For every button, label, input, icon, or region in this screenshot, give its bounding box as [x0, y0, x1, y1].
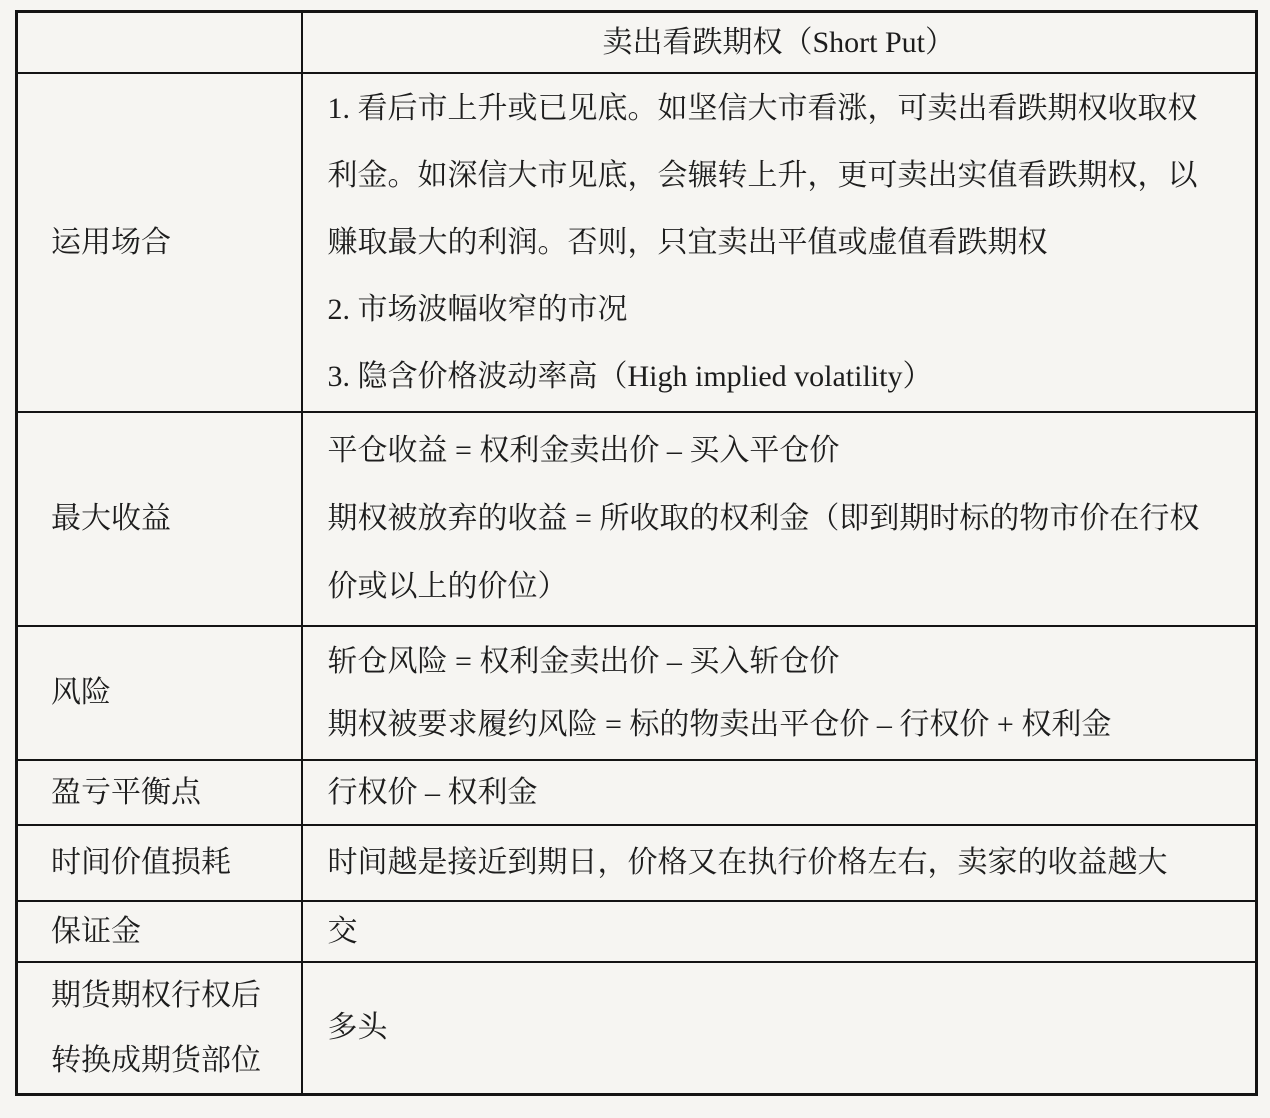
row-content — [302, 73, 1257, 412]
row-content — [302, 825, 1257, 901]
content-line: 1. 看后市上升或已见底。如坚信大市看涨，可卖出看跌期权收取权利金。如深信大市见底，会辗转上升，更可卖出实值看跌期权，以赚取最大的利润。否则，只宜卖出平值或虚值看跌期权 — [327, 92, 1198, 259]
content-line: 交 — [327, 914, 358, 948]
table-row-futures-position — [17, 962, 1257, 1095]
content-line: 3. 隐含价格波动率高（High implied volatility） — [327, 360, 933, 393]
row-label: 盈亏平衡点 — [17, 760, 302, 825]
table-row-time-decay — [17, 825, 1257, 901]
row-label: 最大收益 — [17, 412, 302, 626]
content-line: 多头 — [327, 1011, 388, 1044]
row-label: 期货期权行权后转换成期货部位 — [17, 962, 302, 1095]
table-row-application — [17, 73, 1257, 412]
row-content — [302, 412, 1257, 626]
row-content — [302, 760, 1257, 825]
row-label: 时间价值损耗 — [17, 825, 302, 901]
content-line: 期权被要求履约风险 = 标的物卖出平仓价 – 行权价 + 权利金 — [327, 708, 1112, 741]
table-row-breakeven — [17, 760, 1257, 825]
content-line: 斩仓风险 = 权利金卖出价 – 买入斩仓价 — [327, 645, 840, 678]
content-line: 2. 市场波幅收窄的市况 — [327, 293, 628, 326]
table-row-max-profit — [17, 412, 1257, 626]
row-label: 风险 — [17, 626, 302, 760]
row-content — [302, 901, 1257, 962]
short-put-option-table — [15, 10, 1258, 1096]
content-line: 期权被放弃的收益 = 所收取的权利金（即到期时标的物市价在行权价或以上的价位） — [327, 502, 1200, 603]
row-label: 运用场合 — [17, 73, 302, 412]
row-content — [302, 626, 1257, 760]
row-label: 保证金 — [17, 901, 302, 962]
table-row-risk — [17, 626, 1257, 760]
content-line: 平仓收益 = 权利金卖出价 – 买入平仓价 — [327, 434, 840, 467]
row-content — [302, 962, 1257, 1095]
content-line: 行权价 – 权利金 — [327, 775, 538, 809]
content-line: 时间越是接近到期日，价格又在执行价格左右，卖家的收益越大 — [327, 846, 1168, 879]
header-empty-cell — [17, 12, 302, 74]
table-title: 卖出看跌期权（Short Put） — [302, 12, 1257, 74]
table-header-row — [17, 12, 1257, 74]
table-row-margin — [17, 901, 1257, 962]
